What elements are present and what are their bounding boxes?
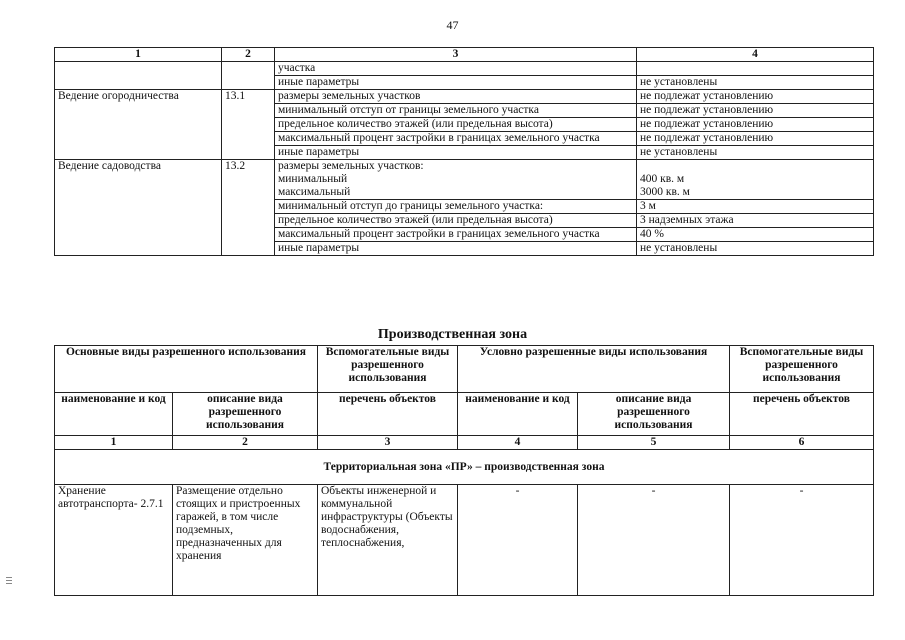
param-cell: иные параметры bbox=[275, 76, 637, 90]
header-row bbox=[55, 48, 874, 62]
aux-uses-header: Вспомогательные виды разрешенного использования bbox=[318, 346, 458, 393]
use-type-name: Ведение огородничества bbox=[55, 90, 222, 160]
col-number: 6 bbox=[730, 436, 874, 450]
col-number: 1 bbox=[55, 436, 173, 450]
param-cell: иные параметры bbox=[275, 146, 637, 160]
margin-mark bbox=[6, 580, 12, 581]
aux-uses-header-2: Вспомогательные виды разрешенного использования bbox=[730, 346, 874, 393]
use-description: Размещение отдельно стоящих и пристроенных гаражей, в том числе подземных, предназначенных для хранения bbox=[173, 485, 318, 596]
zone-table bbox=[54, 345, 874, 596]
use-type-code: 13.2 bbox=[222, 160, 275, 256]
param-cell: минимальный отступ от границы земельного участка bbox=[275, 104, 637, 118]
empty-cell bbox=[222, 62, 275, 90]
zone-label-row bbox=[55, 450, 874, 485]
zone-label: Территориальная зона «ПР» – производственная зона bbox=[55, 450, 874, 485]
col-number: 2 bbox=[173, 436, 318, 450]
column-number-row bbox=[55, 436, 874, 450]
description-header: описание вида разрешенного использования bbox=[173, 393, 318, 436]
use-type-code: 13.1 bbox=[222, 90, 275, 160]
param-cell: максимальный процент застройки в границах земельного участка bbox=[275, 132, 637, 146]
cond-name-code: - bbox=[458, 485, 578, 596]
min-value: 400 кв. м bbox=[640, 173, 685, 185]
main-uses-header: Основные виды разрешенного использования bbox=[55, 346, 318, 393]
name-code-header: наименование и код bbox=[55, 393, 173, 436]
param-cell bbox=[275, 160, 637, 200]
objects-list-header-2: перечень объектов bbox=[730, 393, 874, 436]
col-header-2: 2 bbox=[222, 48, 275, 62]
value-cell: не установлены bbox=[637, 242, 874, 256]
value-cell: не подлежат установлению bbox=[637, 132, 874, 146]
parameters-table bbox=[54, 47, 874, 256]
value-cell: не установлены bbox=[637, 146, 874, 160]
table-row bbox=[55, 62, 874, 76]
empty-cell bbox=[55, 62, 222, 90]
max-label: максимальный bbox=[278, 186, 351, 198]
sub-header-row bbox=[55, 393, 874, 436]
conditional-uses-header: Условно разрешенные виды использования bbox=[458, 346, 730, 393]
param-cell: участка bbox=[275, 62, 637, 76]
value-cell bbox=[637, 62, 874, 76]
col-number: 5 bbox=[578, 436, 730, 450]
value-cell: не подлежат установлению bbox=[637, 118, 874, 132]
value-cell: не подлежат установлению bbox=[637, 90, 874, 104]
zone-title: Производственная зона bbox=[377, 327, 528, 342]
sizes-label: размеры земельных участков: bbox=[278, 160, 424, 172]
description-header-2: описание вида разрешенного использования bbox=[578, 393, 730, 436]
value-cell: не подлежат установлению bbox=[637, 104, 874, 118]
col-header-1: 1 bbox=[55, 48, 222, 62]
name-code-header-2: наименование и код bbox=[458, 393, 578, 436]
margin-mark bbox=[6, 577, 12, 578]
objects-list: Объекты инженерной и коммунальной инфраструктуры (Объекты водоснабжения, теплоснабжения, bbox=[318, 485, 458, 596]
objects-list-header: перечень объектов bbox=[318, 393, 458, 436]
group-header-row bbox=[55, 346, 874, 393]
value-cell: не установлены bbox=[637, 76, 874, 90]
param-cell: предельное количество этажей (или предельная высота) bbox=[275, 118, 637, 132]
margin-mark bbox=[6, 583, 12, 584]
value-cell: 40 % bbox=[637, 228, 874, 242]
value-cell bbox=[637, 160, 874, 200]
value-cell: 3 м bbox=[637, 200, 874, 214]
page-number: 47 bbox=[446, 18, 459, 32]
param-cell: размеры земельных участков bbox=[275, 90, 637, 104]
col-number: 3 bbox=[318, 436, 458, 450]
table-row bbox=[55, 160, 874, 200]
col-number: 4 bbox=[458, 436, 578, 450]
use-type-name: Ведение садоводства bbox=[55, 160, 222, 256]
use-name-code: Хранение автотранспорта- 2.7.1 bbox=[55, 485, 173, 596]
param-cell: максимальный процент застройки в границах земельного участка bbox=[275, 228, 637, 242]
cond-objects-list: - bbox=[730, 485, 874, 596]
value-cell: 3 надземных этажа bbox=[637, 214, 874, 228]
table-row bbox=[55, 90, 874, 104]
max-value: 3000 кв. м bbox=[640, 186, 690, 198]
param-cell: минимальный отступ до границы земельного участка: bbox=[275, 200, 637, 214]
param-cell: предельное количество этажей (или предельная высота) bbox=[275, 214, 637, 228]
col-header-3: 3 bbox=[275, 48, 637, 62]
table-row bbox=[55, 485, 874, 596]
min-label: минимальный bbox=[278, 173, 348, 185]
cond-description: - bbox=[578, 485, 730, 596]
col-header-4: 4 bbox=[637, 48, 874, 62]
param-cell: иные параметры bbox=[275, 242, 637, 256]
